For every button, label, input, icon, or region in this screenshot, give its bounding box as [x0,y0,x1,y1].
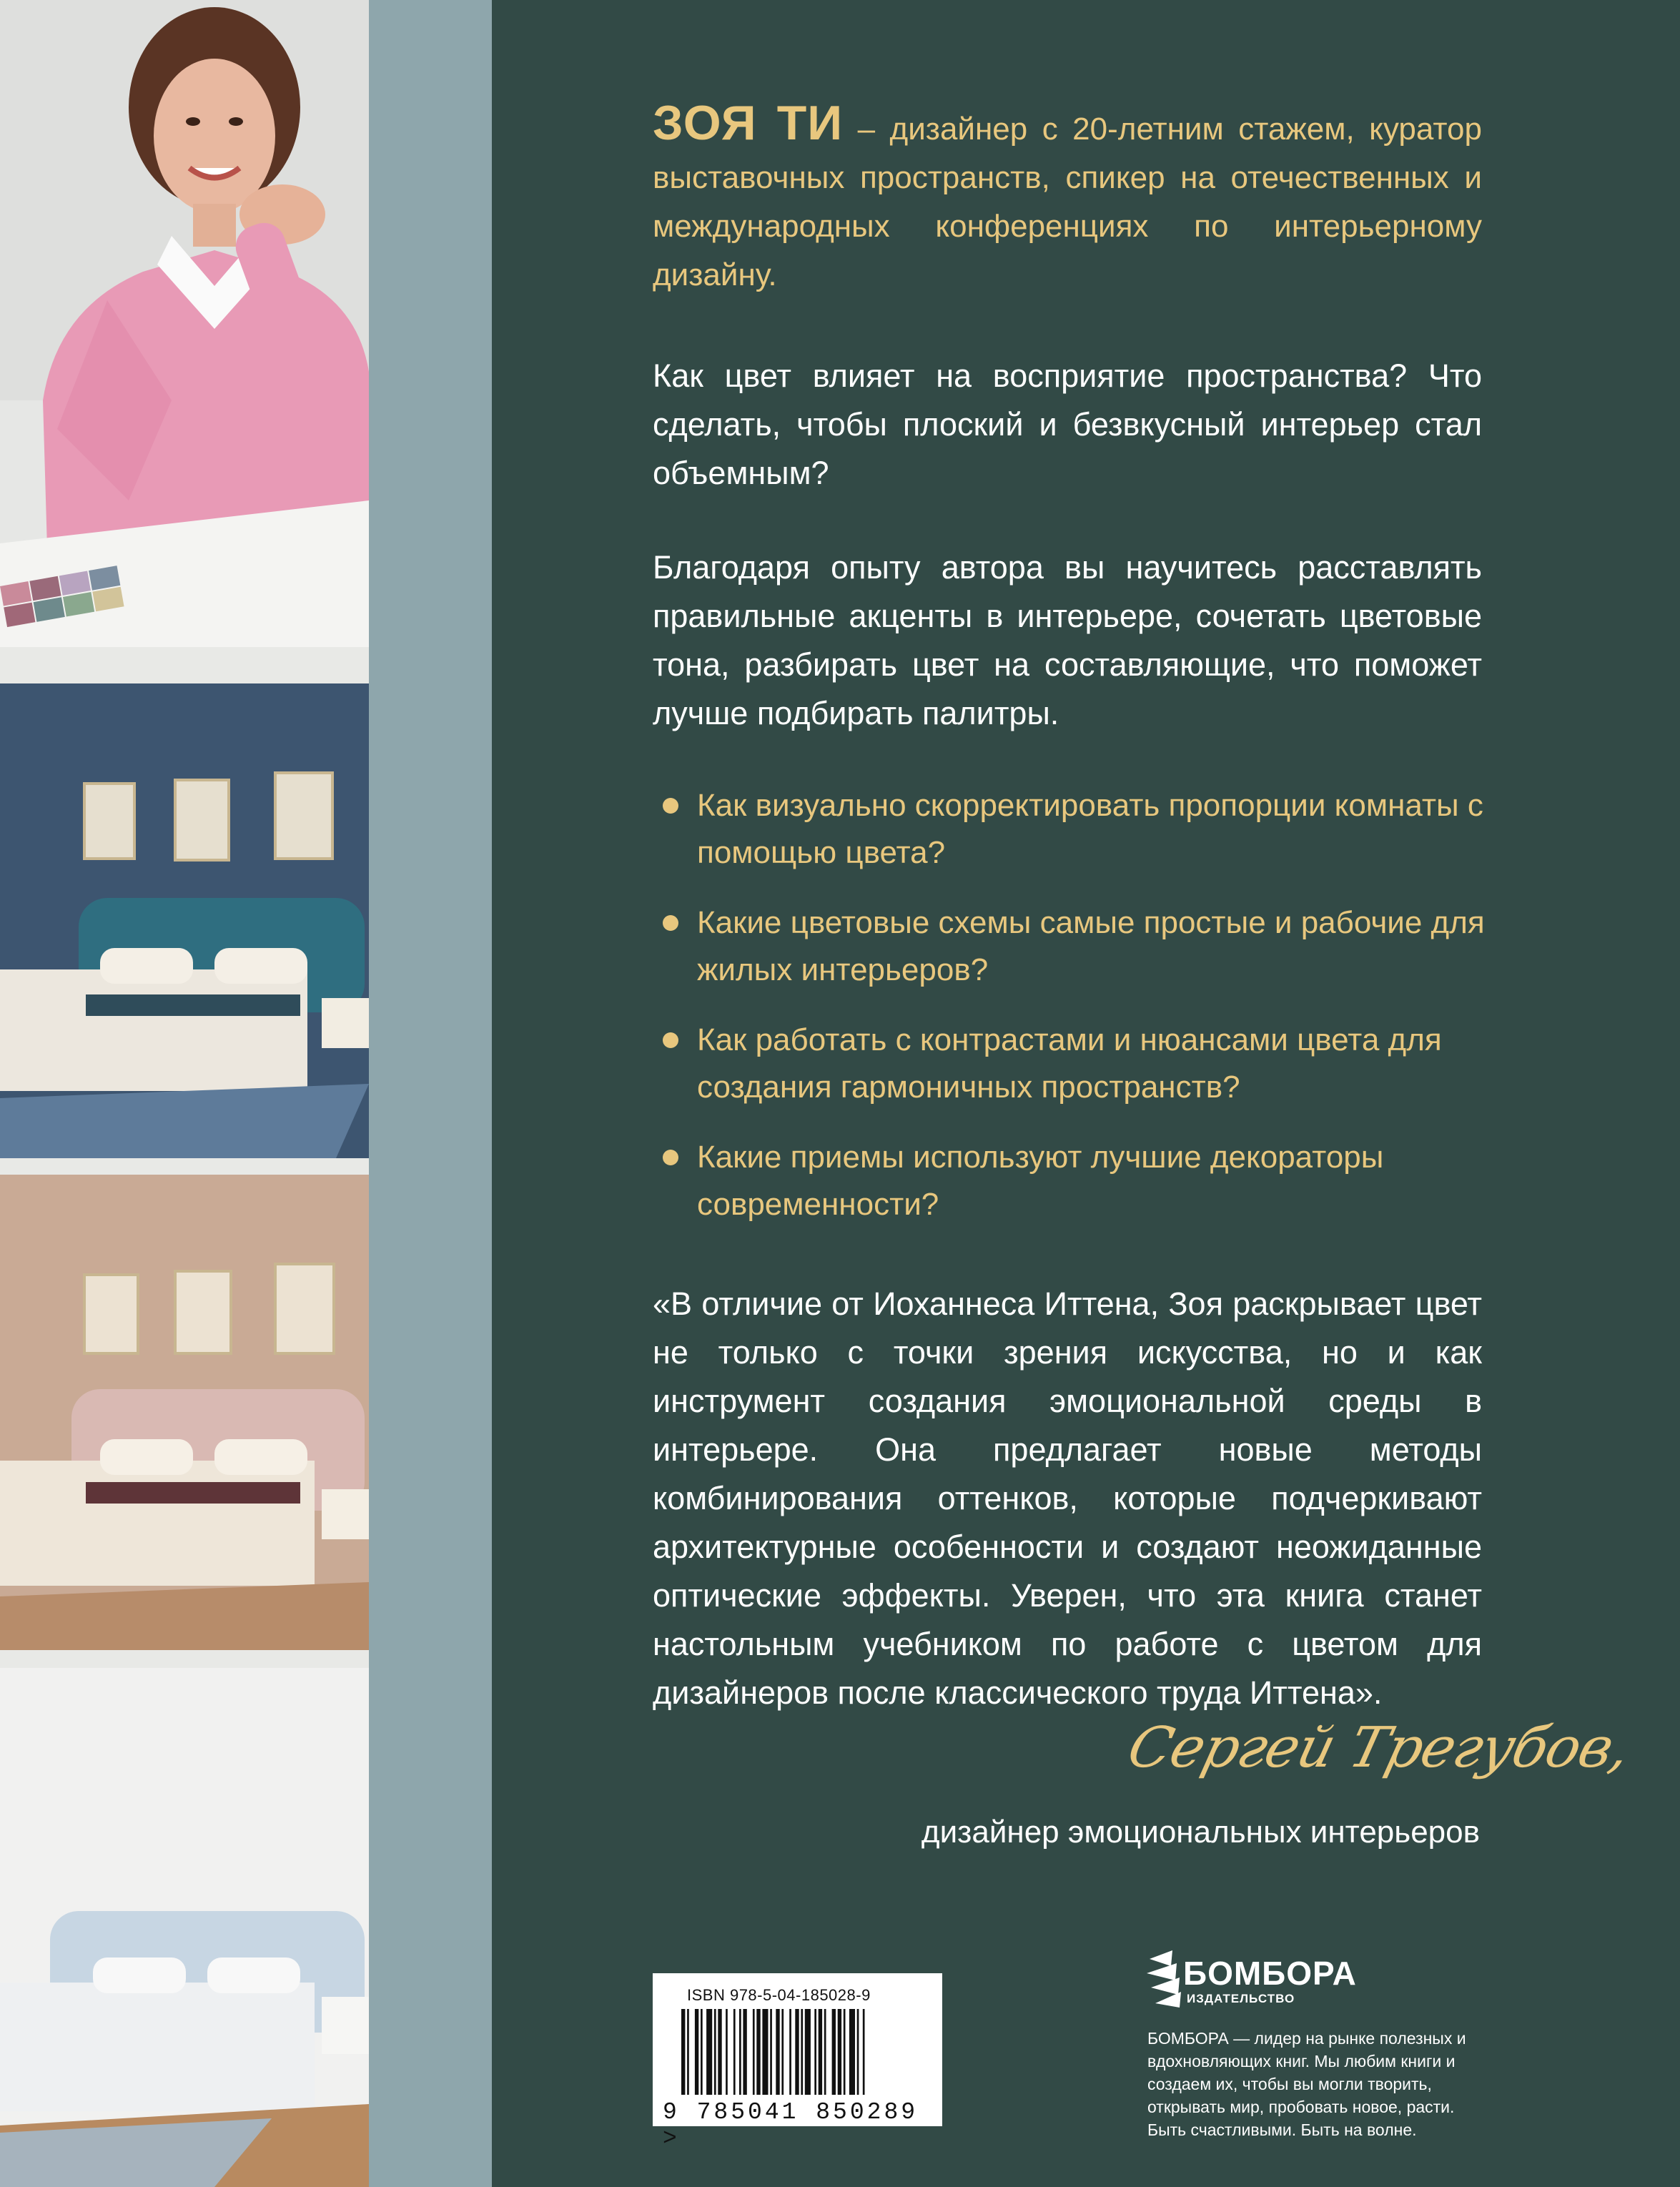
bullet-item [653,1134,1489,1228]
author-intro [653,96,1482,300]
bullet-dot-icon [663,1032,678,1048]
bullet-text: Как работать с контрастами и нюансами цвета для создания гармоничных пространств? [697,1022,1442,1105]
bullet-dot-icon [663,798,678,814]
bullet-text: Как визуально скорректировать пропорции комнаты с помощью цвета? [697,788,1483,870]
benefits-paragraph: Благодаря опыту автора вы научитесь расставлять правильные акценты в интерьере, сочетать цветовые тона, разбирать цвет на составляющие, что поможет лучше подбирать палитры. [653,549,1482,731]
publisher-name: БОМБОРА [1183,1955,1357,1992]
author-name: ЗОЯ ТИ [653,96,844,150]
bullet-item [653,1017,1489,1111]
publisher-description: БОМБОРА — лидер на рынке полезных и вдохновляющих книг. Мы любим книги и создаем их, чтобы вы могли творить, открывать мир, пробовать новое, расти. Быть счастливыми. Быть на волне. [1147,2029,1466,2139]
quote-author-signature: Сергей Трегубов, [1121,1716,1637,1780]
bullet-dot-icon [663,915,678,931]
author-photo [0,0,369,647]
bullet-list [653,782,1489,1251]
isbn-barcode [653,1973,942,2152]
bullet-item [653,782,1489,877]
bullet-item [653,899,1489,994]
blue-bedroom-photo [0,683,369,1158]
publisher-subtitle: ИЗДАТЕЛЬСТВО [1187,1992,1295,2005]
beige-bedroom-photo [0,1175,369,1650]
bullet-text: Какие цветовые схемы самые простые и рабочие для жилых интерьеров? [697,905,1485,987]
review-quote: «В отличие от Иоханнеса Иттена, Зоя раскрывает цвет не только с точки зрения искусства, но и как инструмент создания эмоциональной среды в интерьере. Она предлагает новые методы комбинирования оттенков, которые подчеркивают архитектурные особенности и создают неожиданные оптические эффекты. Уверен, что эта книга станет настольным учебником по работе с цветом для дизайнеров после классического труда Иттена». [653,1285,1482,1711]
questions-paragraph: Как цвет влияет на восприятие пространства? Что сделать, чтобы плоский и безвкусный интерьер стал объемным? [653,357,1482,491]
bullet-text: Какие приемы используют лучшие декораторы современности? [697,1140,1384,1222]
bullet-dot-icon [663,1150,678,1165]
barcode-digits: 9 785041 850289 > [663,2099,919,2152]
quote-author-role: дизайнер эмоциональных интерьеров [921,1815,1480,1850]
isbn-label: ISBN 978-5-04-185028-9 [687,1986,871,2004]
blue-side-band [369,0,492,2187]
light-bedroom-photo [0,1668,369,2187]
author-bio: – дизайнер с 20-летним стажем, куратор выставочных пространств, спикер на отечественных и международных конференциях по интерьерному дизайну. [653,112,1482,292]
